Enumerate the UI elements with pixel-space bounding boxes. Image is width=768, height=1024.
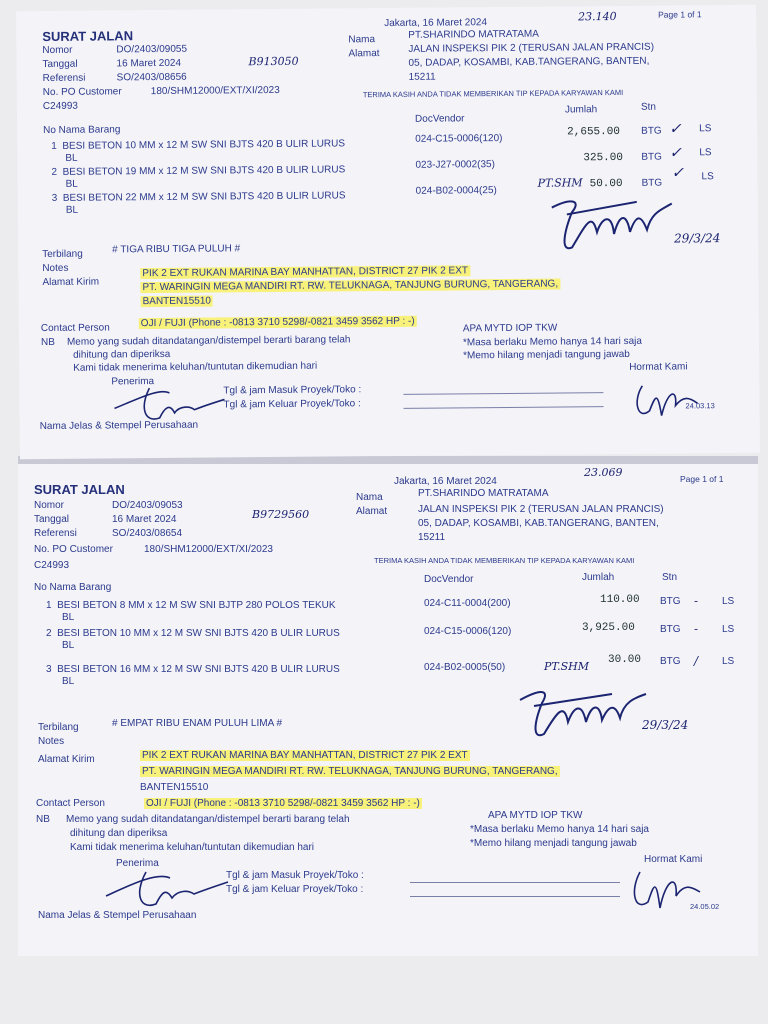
sender-signature <box>624 860 714 920</box>
tanggal-label: Tanggal <box>42 58 78 71</box>
hand-date: 29/3/24 <box>674 231 721 246</box>
memo-note-1: *Masa berlaku Memo hanya 14 hari saja <box>462 335 642 349</box>
keluar-line <box>404 406 604 409</box>
alamat-kirim-line-2: PT. WARINGIN MEGA MANDIRI RT. RW. TELUKNAGA, TANJUNG BURUNG, TANGERANG, <box>142 766 558 777</box>
contact-label: Contact Person <box>36 798 105 809</box>
item-qty: 50.00 <box>589 177 623 191</box>
nama-label: Nama <box>348 34 376 46</box>
customer-code: C24993 <box>34 560 70 571</box>
item-vendor: 024-B02-0004(25) <box>415 185 497 197</box>
item-no: 1 <box>46 600 52 611</box>
item-row <box>51 164 345 179</box>
tip-notice: TERIMA KASIH ANDA TIDAK MEMBERIKAN TIP KEPADA KARYAWAN KAMI <box>362 87 624 100</box>
nb-label: NB <box>40 336 55 349</box>
item-name-cont: BL <box>65 204 79 216</box>
item-name-cont: BL <box>65 152 78 164</box>
terbilang-label: Terbilang <box>38 722 79 733</box>
item-row <box>46 628 340 640</box>
item-unit: BTG <box>660 656 681 667</box>
referensi-value: SO/2403/08656 <box>116 71 187 84</box>
po-value: 180/SHM12000/EXT/XI/2023 <box>150 84 280 98</box>
nomor-value: DO/2403/09055 <box>116 43 188 56</box>
item-no: 3 <box>46 664 52 675</box>
handwritten-number: 23.069 <box>584 466 623 479</box>
po-value: 180/SHM12000/EXT/XI/2023 <box>144 544 273 555</box>
item-row <box>51 138 345 153</box>
item-vendor: 023-J27-0002(35) <box>415 159 495 171</box>
item-no: 2 <box>46 628 52 639</box>
referensi-label: Referensi <box>34 528 77 539</box>
contact-value: OJI / FUJI (Phone : -0813 3710 5298/-0821 3459 3562 HP : -) <box>146 798 420 809</box>
alamat-line-2: 05, DADAP, KOSAMBI, KAB.TANGERANG, BANTEN, <box>418 518 659 529</box>
alamat-kirim-line-3: BANTEN15510 <box>142 295 212 308</box>
item-no: 3 <box>51 192 58 204</box>
terbilang-value: # EMPAT RIBU ENAM PULUH LIMA # <box>112 718 283 729</box>
masuk-line <box>403 392 603 395</box>
item-unit: BTG <box>641 125 662 137</box>
item-unit: BTG <box>660 596 681 607</box>
alamat-kirim-line-2: PT. WARINGIN MEGA MANDIRI RT. RW. TELUKNAGA, TANJUNG BURUNG, TANGERANG, <box>142 278 559 294</box>
tgl-keluar: Tgl & jam Keluar Proyek/Toko : <box>223 398 361 411</box>
item-qty: 30.00 <box>608 654 642 666</box>
item-ls: LS <box>722 624 735 635</box>
nama-value: PT.SHARINDO MATRATAMA <box>408 28 539 41</box>
item-no: 2 <box>51 166 58 178</box>
nb-line-2: dihitung dan diperiksa <box>73 348 171 361</box>
terbilang-label: Terbilang <box>42 248 83 261</box>
memo-note-2: *Memo hilang menjadi tangung jawab <box>463 348 630 362</box>
alamat-kirim-line-1: PIK 2 EXT RUKAN MARINA BAY MANHATTAN, DISTRICT 27 PIK 2 EXT <box>142 265 469 280</box>
item-ls: LS <box>722 656 735 667</box>
col-jumlah: Jumlah <box>582 572 615 583</box>
penerima-label: Penerima <box>116 858 159 869</box>
col-stn: Stn <box>662 572 678 583</box>
nb-line-3: Kami tidak menerima keluhan/tuntutan dikemudian hari <box>73 360 318 374</box>
check-mark: ✓ <box>669 143 682 162</box>
col-stn: Stn <box>640 101 656 113</box>
item-name-cont: BL <box>62 612 75 623</box>
codes: APA MYTD IOP TKW <box>462 322 558 335</box>
page-indicator: Page 1 of 1 <box>658 9 702 20</box>
item-vendor: 024-C15-0006(120) <box>424 626 512 637</box>
item-name: BESI BETON 16 MM x 12 M SW SNI BJTS 420 B ULIR LURUS <box>57 664 340 675</box>
item-vendor: 024-C15-0006(120) <box>415 132 503 145</box>
item-qty: 325.00 <box>583 151 624 165</box>
item-ls: LS <box>722 596 735 607</box>
alamat-kirim-label: Alamat Kirim <box>38 754 95 765</box>
nama-jelas: Nama Jelas & Stempel Perusahaan <box>38 910 197 921</box>
notes-label: Notes <box>42 262 69 275</box>
item-ls: LS <box>699 147 712 159</box>
alamat-kirim-line-1: PIK 2 EXT RUKAN MARINA BAY MANHATTAN, DISTRICT 27 PIK 2 EXT <box>142 750 468 761</box>
nama-value: PT.SHARINDO MATRATAMA <box>418 488 549 499</box>
nb-line-2: dihitung dan diperiksa <box>70 828 168 839</box>
col-jumlah: Jumlah <box>564 104 598 116</box>
alamat-kirim-line-3: BANTEN15510 <box>140 782 209 793</box>
hand-date: 29/3/24 <box>642 718 689 732</box>
item-name: BESI BETON 22 MM x 12 M SW SNI BJTS 420 B ULIR LURUS <box>62 190 346 204</box>
hormat-kami: Hormat Kami <box>629 361 688 373</box>
check-mark: / <box>694 654 699 668</box>
tanggal-value: 16 Maret 2024 <box>112 514 177 525</box>
signature-graphic <box>542 191 683 262</box>
codes: APA MYTD IOP TKW <box>488 810 583 821</box>
item-unit: BTG <box>641 151 662 163</box>
handwritten-code: B9729560 <box>252 508 310 521</box>
alamat-line-1: JALAN INSPEKSI PIK 2 (TERUSAN JALAN PRANCIS) <box>408 41 655 55</box>
customer-code: C24993 <box>42 100 78 113</box>
item-name-cont: BL <box>62 640 75 651</box>
hand-note: PT.SHM <box>537 176 583 190</box>
item-qty: 2,655.00 <box>567 125 621 139</box>
tanggal-value: 16 Maret 2024 <box>116 57 182 70</box>
masuk-line <box>410 882 620 883</box>
check-mark: ✓ <box>669 119 682 138</box>
memo-note-1: *Masa berlaku Memo hanya 14 hari saja <box>470 824 649 835</box>
doc-title: SURAT JALAN <box>42 28 134 45</box>
item-unit: BTG <box>641 177 663 189</box>
doc-title: SURAT JALAN <box>34 482 125 497</box>
hormat-kami: Hormat Kami <box>644 854 703 865</box>
check-mark: - <box>694 622 699 636</box>
po-label: No. PO Customer <box>42 86 122 99</box>
nb-label: NB <box>36 814 50 825</box>
check-mark: ✓ <box>671 163 685 182</box>
item-name-cont: BL <box>65 178 78 190</box>
alamat-label: Alamat <box>356 506 388 517</box>
referensi-label: Referensi <box>42 72 86 85</box>
tgl-masuk: Tgl & jam Masuk Proyek/Toko : <box>226 870 364 881</box>
nb-line-3: Kami tidak menerima keluhan/tuntutan dikemudian hari <box>70 842 315 853</box>
item-qty: 3,925.00 <box>582 622 635 634</box>
contact-label: Contact Person <box>40 322 110 335</box>
item-row <box>52 190 346 205</box>
item-ls: LS <box>701 171 714 183</box>
nama-jelas: Nama Jelas & Stempel Perusahaan <box>39 419 199 433</box>
item-name: BESI BETON 10 MM x 12 M SW SNI BJTS 420 B ULIR LURUS <box>62 138 346 152</box>
item-ls: LS <box>699 123 712 135</box>
item-vendor: 024-C11-0004(200) <box>424 598 511 609</box>
nama-label: Nama <box>356 492 383 503</box>
handwritten-number: 23.140 <box>578 9 617 24</box>
receiver-signature <box>102 860 232 916</box>
referensi-value: SO/2403/08654 <box>112 528 183 539</box>
contact-value: OJI / FUJI (Phone : -0813 3710 5298/-0821 3459 3562 HP : -) <box>140 315 415 330</box>
item-name-cont: BL <box>62 676 75 687</box>
alamat-line-1: JALAN INSPEKSI PIK 2 (TERUSAN JALAN PRANCIS) <box>418 504 664 515</box>
nomor-label: Nomor <box>42 44 73 57</box>
penerima-label: Penerima <box>111 376 155 388</box>
stamp-code: 24.05.02 <box>690 902 720 911</box>
item-no: 1 <box>51 140 57 152</box>
tanggal-label: Tanggal <box>34 514 70 525</box>
col-no-nama: No Nama Barang <box>34 582 112 593</box>
tgl-masuk: Tgl & jam Masuk Proyek/Toko : <box>223 384 362 397</box>
alamat-line-3: 15211 <box>418 532 446 543</box>
col-docvendor: DocVendor <box>414 113 465 125</box>
alamat-kirim-label: Alamat Kirim <box>42 276 100 289</box>
place-date: Jakarta, 16 Maret 2024 <box>394 476 497 487</box>
delivery-note-1 <box>16 5 760 459</box>
col-no-nama: No Nama Barang <box>43 124 121 137</box>
po-label: No. PO Customer <box>34 544 113 555</box>
tgl-keluar: Tgl & jam Keluar Proyek/Toko : <box>226 884 364 895</box>
item-row <box>46 600 336 612</box>
item-name: BESI BETON 8 MM x 12 M SW SNI BJTP 280 POLOS TEKUK <box>57 600 336 611</box>
alamat-line-2: 05, DADAP, KOSAMBI, KAB.TANGERANG, BANTEN, <box>408 55 650 69</box>
item-name: BESI BETON 10 MM x 12 M SW SNI BJTS 420 B ULIR LURUS <box>57 628 340 639</box>
handwritten-code: B913050 <box>248 54 299 69</box>
check-mark: - <box>694 594 699 608</box>
stamp-code: 24.03.13 <box>685 401 715 411</box>
page-indicator: Page 1 of 1 <box>680 474 724 484</box>
keluar-line <box>410 896 620 897</box>
nomor-value: DO/2403/09053 <box>112 500 183 511</box>
item-name: BESI BETON 19 MM x 12 M SW SNI BJTS 420 B ULIR LURUS <box>62 164 346 178</box>
place-date: Jakarta, 16 Maret 2024 <box>384 17 488 30</box>
nb-line-1: Memo yang sudah ditandatangan/distempel berarti barang telah <box>66 334 351 348</box>
delivery-note-2 <box>18 464 758 956</box>
col-docvendor: DocVendor <box>424 574 474 585</box>
signature-graphic <box>512 678 652 748</box>
memo-note-2: *Memo hilang menjadi tangung jawab <box>470 838 637 849</box>
item-row <box>46 664 340 676</box>
nomor-label: Nomor <box>34 500 65 511</box>
nb-line-1: Memo yang sudah ditandatangan/distempel berarti barang telah <box>66 814 350 825</box>
notes-label: Notes <box>38 736 65 747</box>
item-unit: BTG <box>660 624 681 635</box>
terbilang-value: # TIGA RIBU TIGA PULUH # <box>112 243 241 256</box>
item-vendor: 024-B02-0005(50) <box>424 662 506 673</box>
tip-notice: TERIMA KASIH ANDA TIDAK MEMBERIKAN TIP KEPADA KARYAWAN KAMI <box>374 556 635 565</box>
item-qty: 110.00 <box>600 594 640 606</box>
alamat-line-3: 15211 <box>408 71 436 83</box>
alamat-label: Alamat <box>348 48 380 60</box>
hand-note: PT.SHM <box>544 660 590 673</box>
